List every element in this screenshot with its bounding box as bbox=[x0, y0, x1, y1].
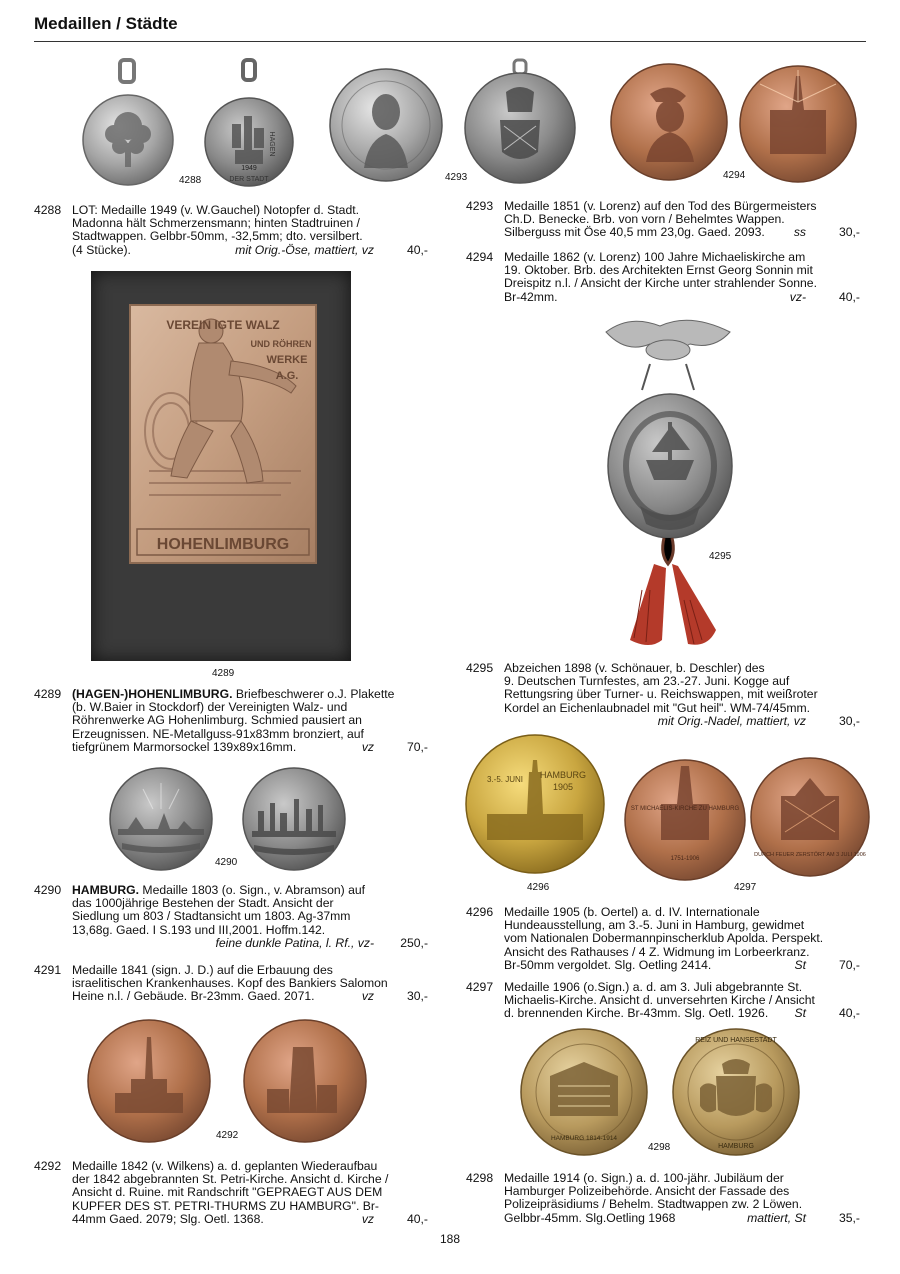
lot-grade: vz bbox=[361, 989, 374, 1004]
lot-line: Hamburger Polizeibehörde. Ansicht der Fassade des bbox=[504, 1184, 790, 1199]
lot-line: Rettungsring über Turner- u. Reichswappen, mit weißroter bbox=[504, 687, 818, 702]
medal-year: 1949 bbox=[241, 165, 257, 172]
plaque-inscription: WERKE bbox=[266, 354, 308, 366]
lot-price: 250,- bbox=[400, 935, 428, 950]
lot-line: tiefgrünem Marmorsockel 139x89x16mm. bbox=[72, 739, 297, 754]
lot-line: d. brennenden Kirche. Br-43mm. Slg. Oetl. 1926. bbox=[504, 1006, 769, 1021]
lot-grade: mattiert, St bbox=[747, 1210, 806, 1225]
lot-line: Polizeipräsidiums / Behelm. Stadtwappen zw. 2 Löwen. bbox=[504, 1197, 803, 1212]
lot-entry-4295 bbox=[466, 662, 860, 730]
lot-line: Siedlung um 803 / Stadtansicht um 1803. Ag-37mm bbox=[72, 909, 351, 924]
lot-price: 40,- bbox=[838, 289, 860, 304]
lot-number: 4289 bbox=[34, 687, 62, 701]
lot-line: Silberguss mit Öse 40,5 mm 23,0g. Gaed. 2093. bbox=[504, 225, 765, 240]
lot-entry-4294 bbox=[466, 251, 860, 307]
lot-price: 35,- bbox=[838, 1210, 860, 1225]
lot-line: 13,68g. Gaed. I S.193 und III,2001. Hoffm.142. bbox=[72, 922, 326, 937]
medal-inscription: HAMBURG bbox=[539, 770, 587, 780]
plaque-inscription: A.G. bbox=[275, 370, 299, 382]
lot-grade: feine dunkle Patina, l. Rf., vz- bbox=[215, 935, 374, 950]
lot-entry-4291 bbox=[34, 964, 428, 1006]
lot-number: 4293 bbox=[466, 199, 494, 213]
image-label-4298: 4298 bbox=[648, 1142, 671, 1153]
lot-line: der 1842 abgebrannten St. Petri-Kirche. Ansicht d. Kirche / bbox=[72, 1172, 389, 1187]
image-label-4295: 4295 bbox=[709, 551, 732, 562]
medal-inscription: DER STADT bbox=[229, 176, 269, 183]
medal-inscription: ST MICHAELIS-KIRCHE ZU HAMBURG bbox=[630, 806, 740, 812]
lot-line: Ansicht des Rathauses / 4 Z. Widmung im Lorbeerkranz. bbox=[504, 944, 810, 959]
lot-line: Medaille 1905 (b. Oertel) a. d. IV. Internationale bbox=[504, 905, 760, 919]
page-number: 188 bbox=[439, 1232, 461, 1246]
lot-line: 19. Oktober. Brb. des Architekten Ernst Georg Sonnin mit bbox=[504, 263, 813, 278]
medal-inscription: HAMBURG bbox=[718, 1143, 754, 1150]
image-label-4290: 4290 bbox=[215, 857, 238, 868]
lot-line: Ch.D. Benecke. Brb. von vorn / Behelmtes Wappen. bbox=[504, 212, 785, 227]
plaque-image-4289 bbox=[91, 271, 351, 661]
lot-line: (4 Stücke). bbox=[72, 242, 131, 257]
lot-line: Madonna hält Schmerzensmann; hinten Stadtruinen / bbox=[72, 216, 360, 231]
lot-line: Stadtwappen. Gelbbr-50mm, -32,5mm; dto. versilbert. bbox=[72, 229, 363, 244]
lot-entry-4290 bbox=[34, 884, 428, 952]
lot-line: Medaille 1841 (sign. J. D.) auf die Erbauung des bbox=[72, 963, 333, 977]
lot-entry-4298 bbox=[466, 1172, 860, 1228]
medal-image-4298 bbox=[520, 1026, 804, 1158]
lot-entry-4289 bbox=[34, 688, 428, 756]
medal-inscription: DURCH FEUER ZERSTÖRT AM 3 JULI 1906 bbox=[754, 852, 866, 858]
lot-line: Medaille 1851 (v. Lorenz) auf den Tod des Bürgermeisters bbox=[504, 199, 817, 213]
lot-line: Erzeugnissen. NE-Metallguss-91x83mm bronziert, auf bbox=[72, 726, 364, 741]
medal-inscription: 1751-1906 bbox=[670, 856, 700, 862]
lot-line: KUPFER DES ST. PETRI-THURMS ZU HAMBURG". Br- bbox=[72, 1198, 379, 1213]
lot-number: 4298 bbox=[466, 1171, 494, 1185]
lot-price: 70,- bbox=[838, 957, 860, 972]
image-label-4292: 4292 bbox=[216, 1130, 239, 1141]
lot-grade: mit Orig.-Nadel, mattiert, vz bbox=[657, 713, 806, 728]
badge-image-4295 bbox=[590, 310, 750, 655]
lot-price: 40,- bbox=[838, 1006, 860, 1021]
lot-grade: vz bbox=[361, 1211, 374, 1226]
lot-entry-4288 bbox=[34, 204, 428, 260]
lot-number: 4296 bbox=[466, 905, 494, 919]
lot-line: LOT: Medaille 1949 (v. W.Gauchel) Notopfer d. Stadt. bbox=[72, 203, 359, 217]
lot-price: 30,- bbox=[406, 989, 428, 1004]
plaque-inscription: UND RÖHREN bbox=[250, 339, 312, 349]
lot-line: Br-42mm. bbox=[504, 289, 558, 304]
lot-line: Ansicht d. Ruine. mit Randschrift "GEPRAEGT AUS DEM bbox=[72, 1185, 383, 1200]
lot-line: (b. W.Baier in Stockdorf) der Vereinigten Walz- und bbox=[72, 700, 348, 715]
lot-entry-4293 bbox=[466, 200, 860, 242]
lot-line: Michaelis-Kirche. Ansicht d. unversehrten Kirche / Ansicht bbox=[504, 993, 815, 1008]
lot-line: Medaille 1862 (v. Lorenz) 100 Jahre Michaeliskirche am bbox=[504, 250, 806, 264]
lot-entry-4297 bbox=[466, 981, 860, 1023]
medal-image-4296-4297 bbox=[465, 732, 875, 880]
lot-line: Medaille 1842 (v. Wilkens) a. d. geplanten Wiederaufbau bbox=[72, 1159, 378, 1173]
lot-number: 4297 bbox=[466, 980, 494, 994]
image-label-4294: 4294 bbox=[723, 170, 746, 181]
lot-line bbox=[504, 715, 658, 728]
lot-price: 30,- bbox=[838, 713, 860, 728]
lot-price: 40,- bbox=[406, 1211, 428, 1226]
medal-inscription: 3.-5. JUNI bbox=[486, 775, 524, 784]
lot-line: israelitischen Krankenhauses. Kopf des Bankiers Salomon bbox=[72, 976, 388, 991]
lot-price: 40,- bbox=[406, 242, 428, 257]
lot-number: 4292 bbox=[34, 1159, 62, 1173]
lot-number: 4288 bbox=[34, 203, 62, 217]
plaque-inscription: VEREIN IGTE WALZ bbox=[166, 318, 280, 332]
image-label-4293: 4293 bbox=[445, 172, 468, 183]
lot-line: das 1000jährige Bestehen der Stadt. Ansicht der bbox=[72, 896, 334, 911]
lot-entry-4296 bbox=[466, 906, 860, 974]
lot-heading: HAMBURG. bbox=[72, 883, 140, 897]
lot-line: Briefbeschwerer o.J. Plakette bbox=[232, 687, 395, 701]
lot-line: Röhrenwerke AG Hohenlimburg. Schmied pausiert an bbox=[72, 713, 362, 728]
lot-line: Br-50mm vergoldet. Slg. Oetling 2414. bbox=[504, 957, 712, 972]
lot-grade: ss bbox=[793, 225, 806, 240]
lot-line bbox=[72, 937, 215, 950]
lot-number: 4291 bbox=[34, 963, 62, 977]
plaque-drawing bbox=[91, 271, 351, 661]
lot-heading: (HAGEN-)HOHENLIMBURG. bbox=[72, 687, 233, 701]
plaque-bottom-inscription: HOHENLIMBURG bbox=[156, 536, 290, 553]
lot-grade: vz bbox=[361, 739, 374, 754]
page-title: Medaillen / Städte bbox=[34, 14, 178, 33]
lot-line: Heine n.l. / Gebäude. Br-23mm. Gaed. 2071. bbox=[72, 989, 315, 1004]
lot-grade: St bbox=[794, 957, 806, 972]
lot-line: 44mm Gaed. 2079; Slg. Oetl. 1368. bbox=[72, 1211, 264, 1226]
lot-line: Kordel an Eichenlaubnadel mit "Gut heil". WM-74/45mm. bbox=[504, 700, 811, 715]
lot-line: Gelbbr-45mm. Slg.Oetling 1968 bbox=[504, 1210, 676, 1225]
lot-line: 9. Deutschen Turnfestes, am 23.-27. Juni. Kogge auf bbox=[504, 674, 790, 689]
lot-line: Dreispitz n.l. / Ansicht der Kirche unter strahlender Sonne. bbox=[504, 276, 817, 291]
image-label-4297: 4297 bbox=[734, 882, 757, 893]
lot-grade: vz- bbox=[789, 289, 806, 304]
lot-price: 70,- bbox=[406, 739, 428, 754]
medal-image-4293 bbox=[328, 60, 588, 186]
lot-number: 4295 bbox=[466, 661, 494, 675]
lot-line: Abzeichen 1898 (v. Schönauer, b. Deschler) des bbox=[504, 661, 765, 675]
medal-image-4288 bbox=[82, 58, 275, 190]
medal-image-4294 bbox=[610, 62, 858, 186]
image-label-4289: 4289 bbox=[212, 668, 235, 679]
medal-inscription: HAGEN bbox=[268, 131, 275, 157]
lot-line: Medaille 1914 (o. Sign.) a. d. 100-jähr. Jubiläum der bbox=[504, 1171, 784, 1185]
title-rule bbox=[34, 41, 866, 42]
medal-inscription: REIZ UND HANSESTADT bbox=[695, 1037, 777, 1044]
lot-grade: mit Orig.-Öse, mattiert, vz bbox=[235, 242, 374, 257]
lot-line: Medaille 1803 (o. Sign., v. Abramson) auf bbox=[139, 883, 366, 897]
image-label-4288: 4288 bbox=[179, 175, 202, 186]
medal-year: 1905 bbox=[552, 782, 574, 792]
lot-line: vom Nationalen Dobermannpinscherklub Apolda. Perspekt. bbox=[504, 931, 824, 946]
lot-number: 4290 bbox=[34, 883, 62, 897]
lot-line: Hundeausstellung, am 3.-5. Juni in Hamburg, gewidmet bbox=[504, 918, 805, 933]
lot-grade: St bbox=[794, 1006, 806, 1021]
lot-line: Medaille 1906 (o.Sign.) a. d. am 3. Juli abgebrannte St. bbox=[504, 980, 803, 994]
medal-inscription: HAMBURG 1814-1914 bbox=[550, 1135, 618, 1142]
lot-number: 4294 bbox=[466, 250, 494, 264]
lot-price: 30,- bbox=[838, 225, 860, 240]
medal-image-4292 bbox=[87, 1019, 367, 1145]
image-label-4296: 4296 bbox=[527, 882, 550, 893]
lot-entry-4292 bbox=[34, 1160, 428, 1228]
